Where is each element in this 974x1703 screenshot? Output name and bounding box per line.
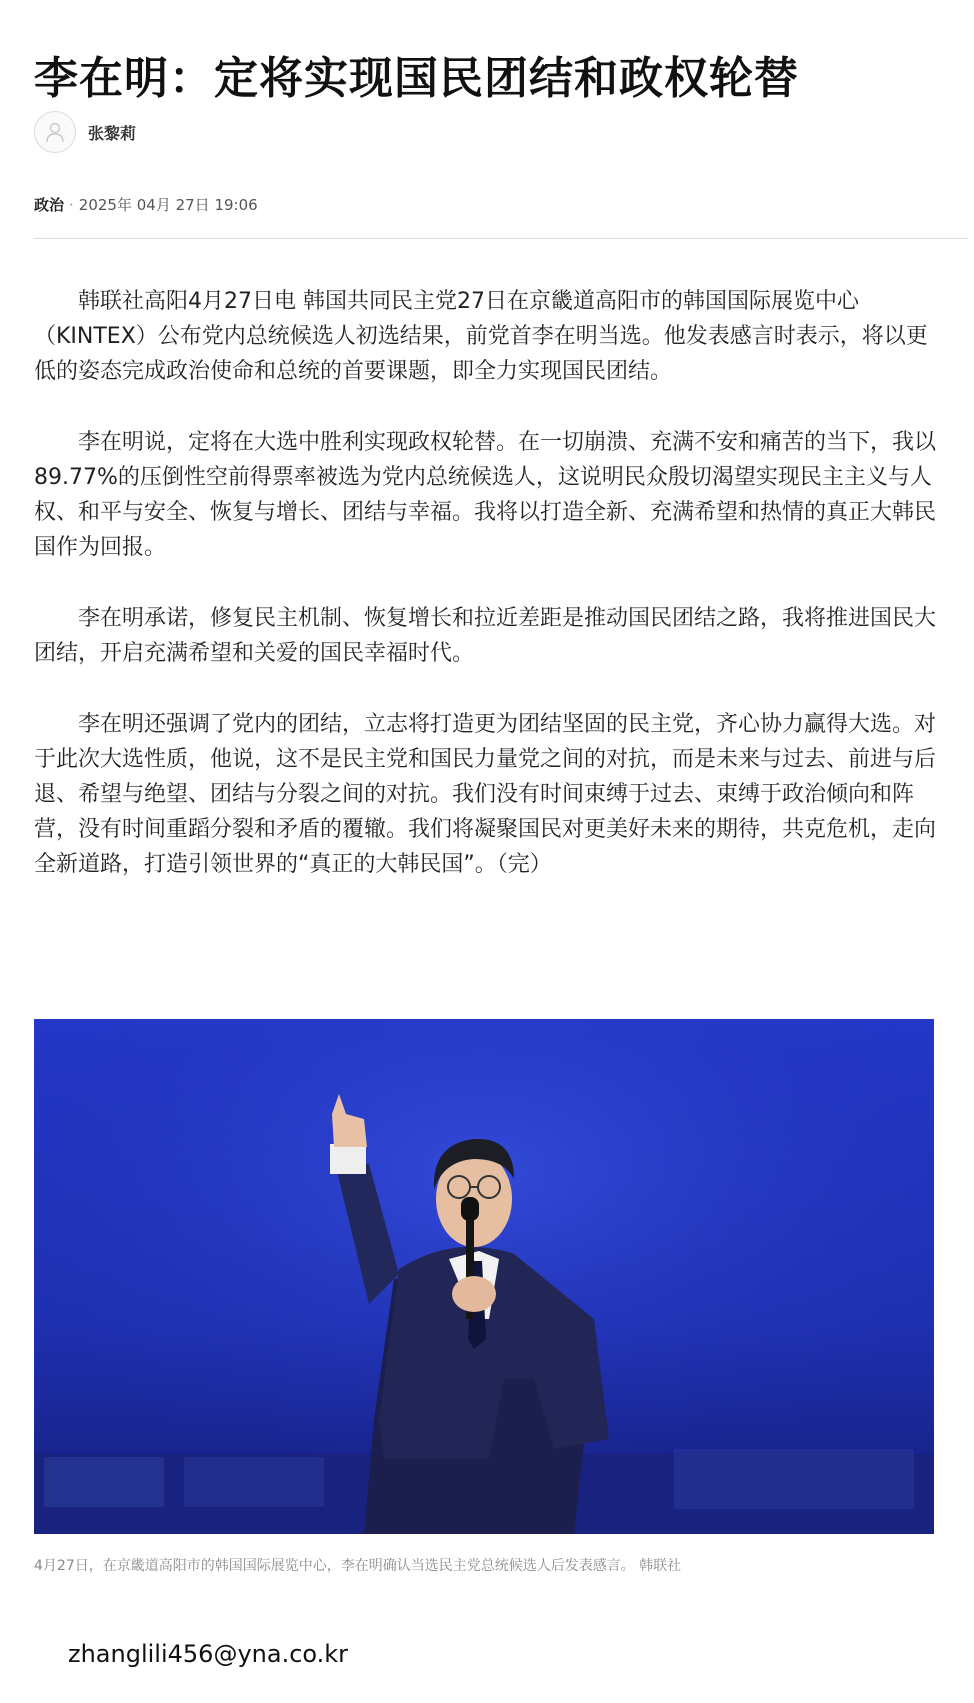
paragraph: 李在明说，定将在大选中胜利实现政权轮替。在一切崩溃、充满不安和痛苦的当下，我以89.77%的压倒性空前得票率被选为党内总统候选人，这说明民众殷切渴望实现民主主义与人权、和平与安全、恢复与增长、团结与幸福。我将以打造全新、充满希望和热情的真正大韩民国作为回报。 bbox=[34, 430, 937, 560]
user-icon bbox=[45, 121, 65, 143]
article-title: 李在明：定将实现国民团结和政权轮替 bbox=[34, 53, 799, 105]
article-photo bbox=[34, 1019, 934, 1534]
article-meta bbox=[34, 194, 258, 215]
article-body bbox=[34, 284, 940, 918]
category-label[interactable]: 政治 bbox=[34, 196, 65, 214]
meta-separator: · bbox=[69, 196, 74, 214]
paragraph: 韩联社高阳4月27日电 韩国共同民主党27日在京畿道高阳市的韩国国际展览中心（KINTEX）公布党内总统候选人初选结果，前党首李在明当选。他发表感言时表示，将以更低的姿态完成政治使命和总统的首要课题，即全力实现国民团结。 bbox=[34, 289, 928, 384]
author-name[interactable]: 张黎莉 bbox=[88, 123, 137, 143]
author-avatar[interactable] bbox=[34, 111, 76, 153]
photo-illustration bbox=[34, 1019, 934, 1534]
author-row[interactable] bbox=[34, 110, 136, 154]
photo-caption: 4月27日，在京畿道高阳市的韩国国际展览中心，李在明确认当选民主党总统候选人后发表感言。 韩联社 bbox=[34, 1558, 682, 1574]
publish-datetime: 2025年 04月 27日 19:06 bbox=[78, 196, 258, 214]
paragraph: 李在明承诺，修复民主机制、恢复增长和拉近差距是推动国民团结之路，我将推进国民大团结，开启充满希望和关爱的国民幸福时代。 bbox=[34, 606, 937, 666]
paragraph: 李在明还强调了党内的团结，立志将打造更为团结坚固的民主党，齐心协力赢得大选。对于此次大选性质，他说，这不是民主党和国民力量党之间的对抗，而是未来与过去、前进与后退、希望与绝望、团结与分裂之间的对抗。我们没有时间束缚于过去、束缚于政治倾向和阵营，没有时间重蹈分裂和矛盾的覆辙。我们将凝聚国民对更美好未来的期待，共克危机，走向全新道路，打造引领世界的“真正的大韩民国”。（完） bbox=[34, 712, 937, 877]
header-divider bbox=[34, 238, 968, 239]
author-email[interactable]: zhanglili456@yna.co.kr bbox=[68, 1640, 349, 1668]
